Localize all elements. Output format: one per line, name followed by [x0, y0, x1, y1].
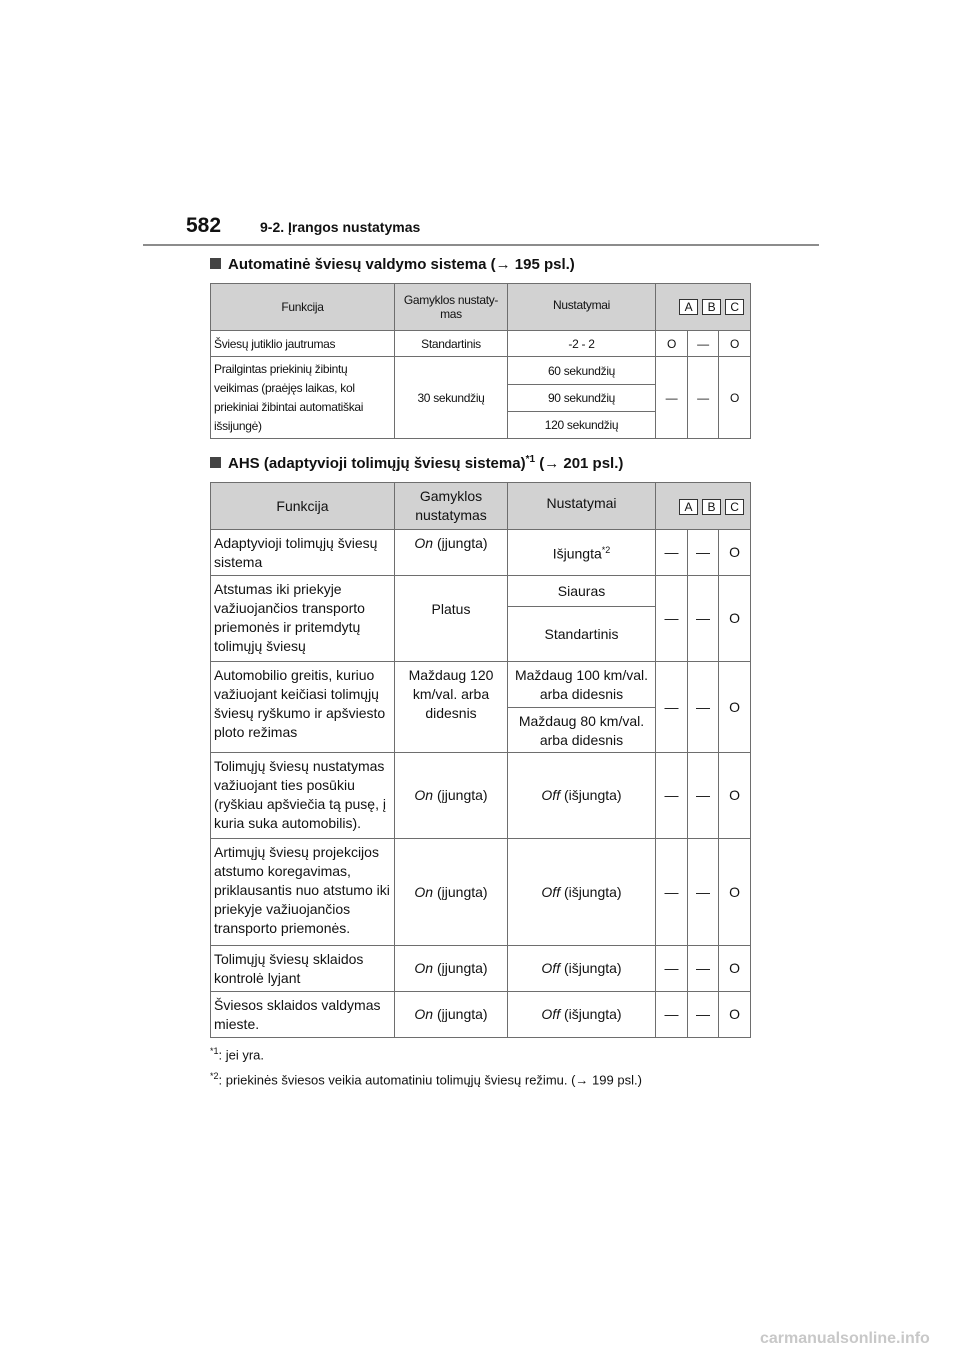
bullet-square-icon — [210, 258, 221, 269]
badge-a: A — [679, 299, 698, 315]
cell-setting: 90 sekundžių — [508, 385, 656, 412]
cell-setting: Off (išjungta) — [508, 992, 656, 1038]
cell-function: Adaptyvioji tolimųjų šviesų sistema — [211, 530, 395, 576]
cell-c: O — [719, 753, 751, 839]
cell-a: — — [656, 753, 688, 839]
cell-default: On (įjungta) — [395, 839, 508, 946]
cell-default: On (įjungta) — [395, 946, 508, 992]
cell-default: 30 sekundžių — [395, 357, 508, 439]
table-row — [211, 662, 751, 708]
cell-a: — — [656, 946, 688, 992]
badge-b: B — [702, 499, 721, 515]
ahs-table — [210, 482, 751, 1038]
cell-setting: -2 - 2 — [508, 331, 656, 357]
cell-default: Maždaug 120 km/val. arba didesnis — [395, 662, 508, 753]
cell-b: — — [688, 753, 719, 839]
table-row — [211, 753, 751, 839]
table-row — [211, 576, 751, 607]
cell-c: O — [719, 662, 751, 753]
table-row — [211, 839, 751, 946]
cell-c: O — [719, 576, 751, 662]
cell-b: — — [688, 530, 719, 576]
table-row — [211, 357, 751, 385]
cell-c: O — [719, 992, 751, 1038]
cell-b: — — [688, 662, 719, 753]
cell-setting: Standartinis — [508, 607, 656, 662]
section2-ref: (→ 201 psl.) — [535, 455, 624, 472]
table-header-row — [211, 284, 751, 331]
footnote-1: $^{*1}$: jei yra. — [210, 1046, 265, 1063]
cell-default: Platus — [395, 576, 508, 662]
section2-heading — [210, 454, 623, 472]
header-abc — [656, 483, 751, 530]
cell-function: Artimųjų šviesų projekcijos atstumo koregavimas, priklausantis nuo atstumo iki priekyje važiuojančios transporto priemonės. — [211, 839, 395, 946]
auto-light-table — [210, 283, 751, 439]
badge-b: B — [702, 299, 721, 315]
header-abc — [656, 284, 751, 331]
cell-a: — — [656, 357, 688, 439]
cell-a: — — [656, 992, 688, 1038]
cell-setting: Maždaug 100 km/val. arba didesnis — [508, 662, 656, 708]
badge-c: C — [725, 299, 744, 315]
header-settings: Nustatymai — [508, 284, 656, 331]
cell-function: Prailgintas priekinių žibintų veikimas (praėjęs laikas, kol priekiniai žibintai automatiškai išsijungė) — [211, 357, 395, 439]
cell-function: Šviesų jutiklio jautrumas — [211, 331, 395, 357]
section1-heading — [210, 256, 575, 273]
cell-setting: Siauras — [508, 576, 656, 607]
cell-b: — — [688, 946, 719, 992]
header-function: Funkcija — [211, 483, 395, 530]
cell-setting: Off (išjungta) — [508, 753, 656, 839]
cell-a: O — [656, 331, 688, 357]
table-row — [211, 946, 751, 992]
watermark: carmanualsonline.info — [760, 1330, 930, 1347]
footnote-mark: *1 — [525, 454, 536, 465]
cell-a: — — [656, 530, 688, 576]
cell-default: On (įjungta) — [395, 753, 508, 839]
cell-c: O — [719, 331, 751, 357]
cell-b: — — [688, 357, 719, 439]
header-settings: Nustatymai — [508, 483, 656, 530]
cell-setting: 60 sekundžių — [508, 357, 656, 385]
cell-setting: Off (išjungta) — [508, 946, 656, 992]
cell-function: Tolimųjų šviesų sklaidos kontrolė lyjant — [211, 946, 395, 992]
cell-c: O — [719, 357, 751, 439]
badge-a: A — [679, 499, 698, 515]
cell-setting: Maždaug 80 km/val. arba didesnis — [508, 708, 656, 753]
cell-function: Automobilio greitis, kuriuo važiuojant keičiasi tolimųjų šviesų ryškumo ir apšviesto ploto režimas — [211, 662, 395, 753]
section-title: 9-2. Įrangos nustatymas — [260, 219, 421, 235]
table-row — [211, 530, 751, 576]
table-row — [211, 992, 751, 1038]
cell-a: — — [656, 662, 688, 753]
cell-c: O — [719, 839, 751, 946]
cell-function: Atstumas iki priekyje važiuojančios transporto priemonės ir pritemdytų tolimųjų šviesų — [211, 576, 395, 662]
table-row — [211, 331, 751, 357]
cell-c: O — [719, 946, 751, 992]
section1-title: Automatinė šviesų valdymo sistema (→ 195 psl.) — [228, 256, 575, 273]
cell-c: O — [719, 530, 751, 576]
cell-default: Standartinis — [395, 331, 508, 357]
cell-b: — — [688, 992, 719, 1038]
cell-function: Šviesos sklaidos valdymas mieste. — [211, 992, 395, 1038]
badge-c: C — [725, 499, 744, 515]
cell-default: On (įjungta) — [395, 530, 508, 576]
table-header-row — [211, 483, 751, 530]
cell-b: — — [688, 839, 719, 946]
cell-b: — — [688, 331, 719, 357]
header-default: Gamyklos nustatymas — [395, 483, 508, 530]
page-number: 582 — [186, 214, 222, 237]
header-default: Gamyklos nustaty-mas — [395, 284, 508, 331]
cell-a: — — [656, 576, 688, 662]
cell-default: On (įjungta) — [395, 992, 508, 1038]
cell-a: — — [656, 839, 688, 946]
header-function: Funkcija — [211, 284, 395, 331]
cell-setting: Išjungta$^{*2}$ — [508, 530, 656, 576]
cell-setting: 120 sekundžių — [508, 412, 656, 439]
cell-function: Tolimųjų šviesų nustatymas važiuojant ties posūkiu (ryškiau apšviečia tą pusę, į kuria suka automobilis). — [211, 753, 395, 839]
cell-b: — — [688, 576, 719, 662]
section2-title: AHS (adaptyvioji tolimųjų šviesų sistema) — [228, 455, 526, 472]
footnote-2: $^{*2}$: priekinės šviesos veikia automatiniu tolimųjų šviesų režimu. (→ 199 psl.) — [210, 1071, 642, 1088]
header-rule — [143, 244, 819, 246]
cell-setting: Off (išjungta) — [508, 839, 656, 946]
bullet-square-icon — [210, 457, 221, 468]
